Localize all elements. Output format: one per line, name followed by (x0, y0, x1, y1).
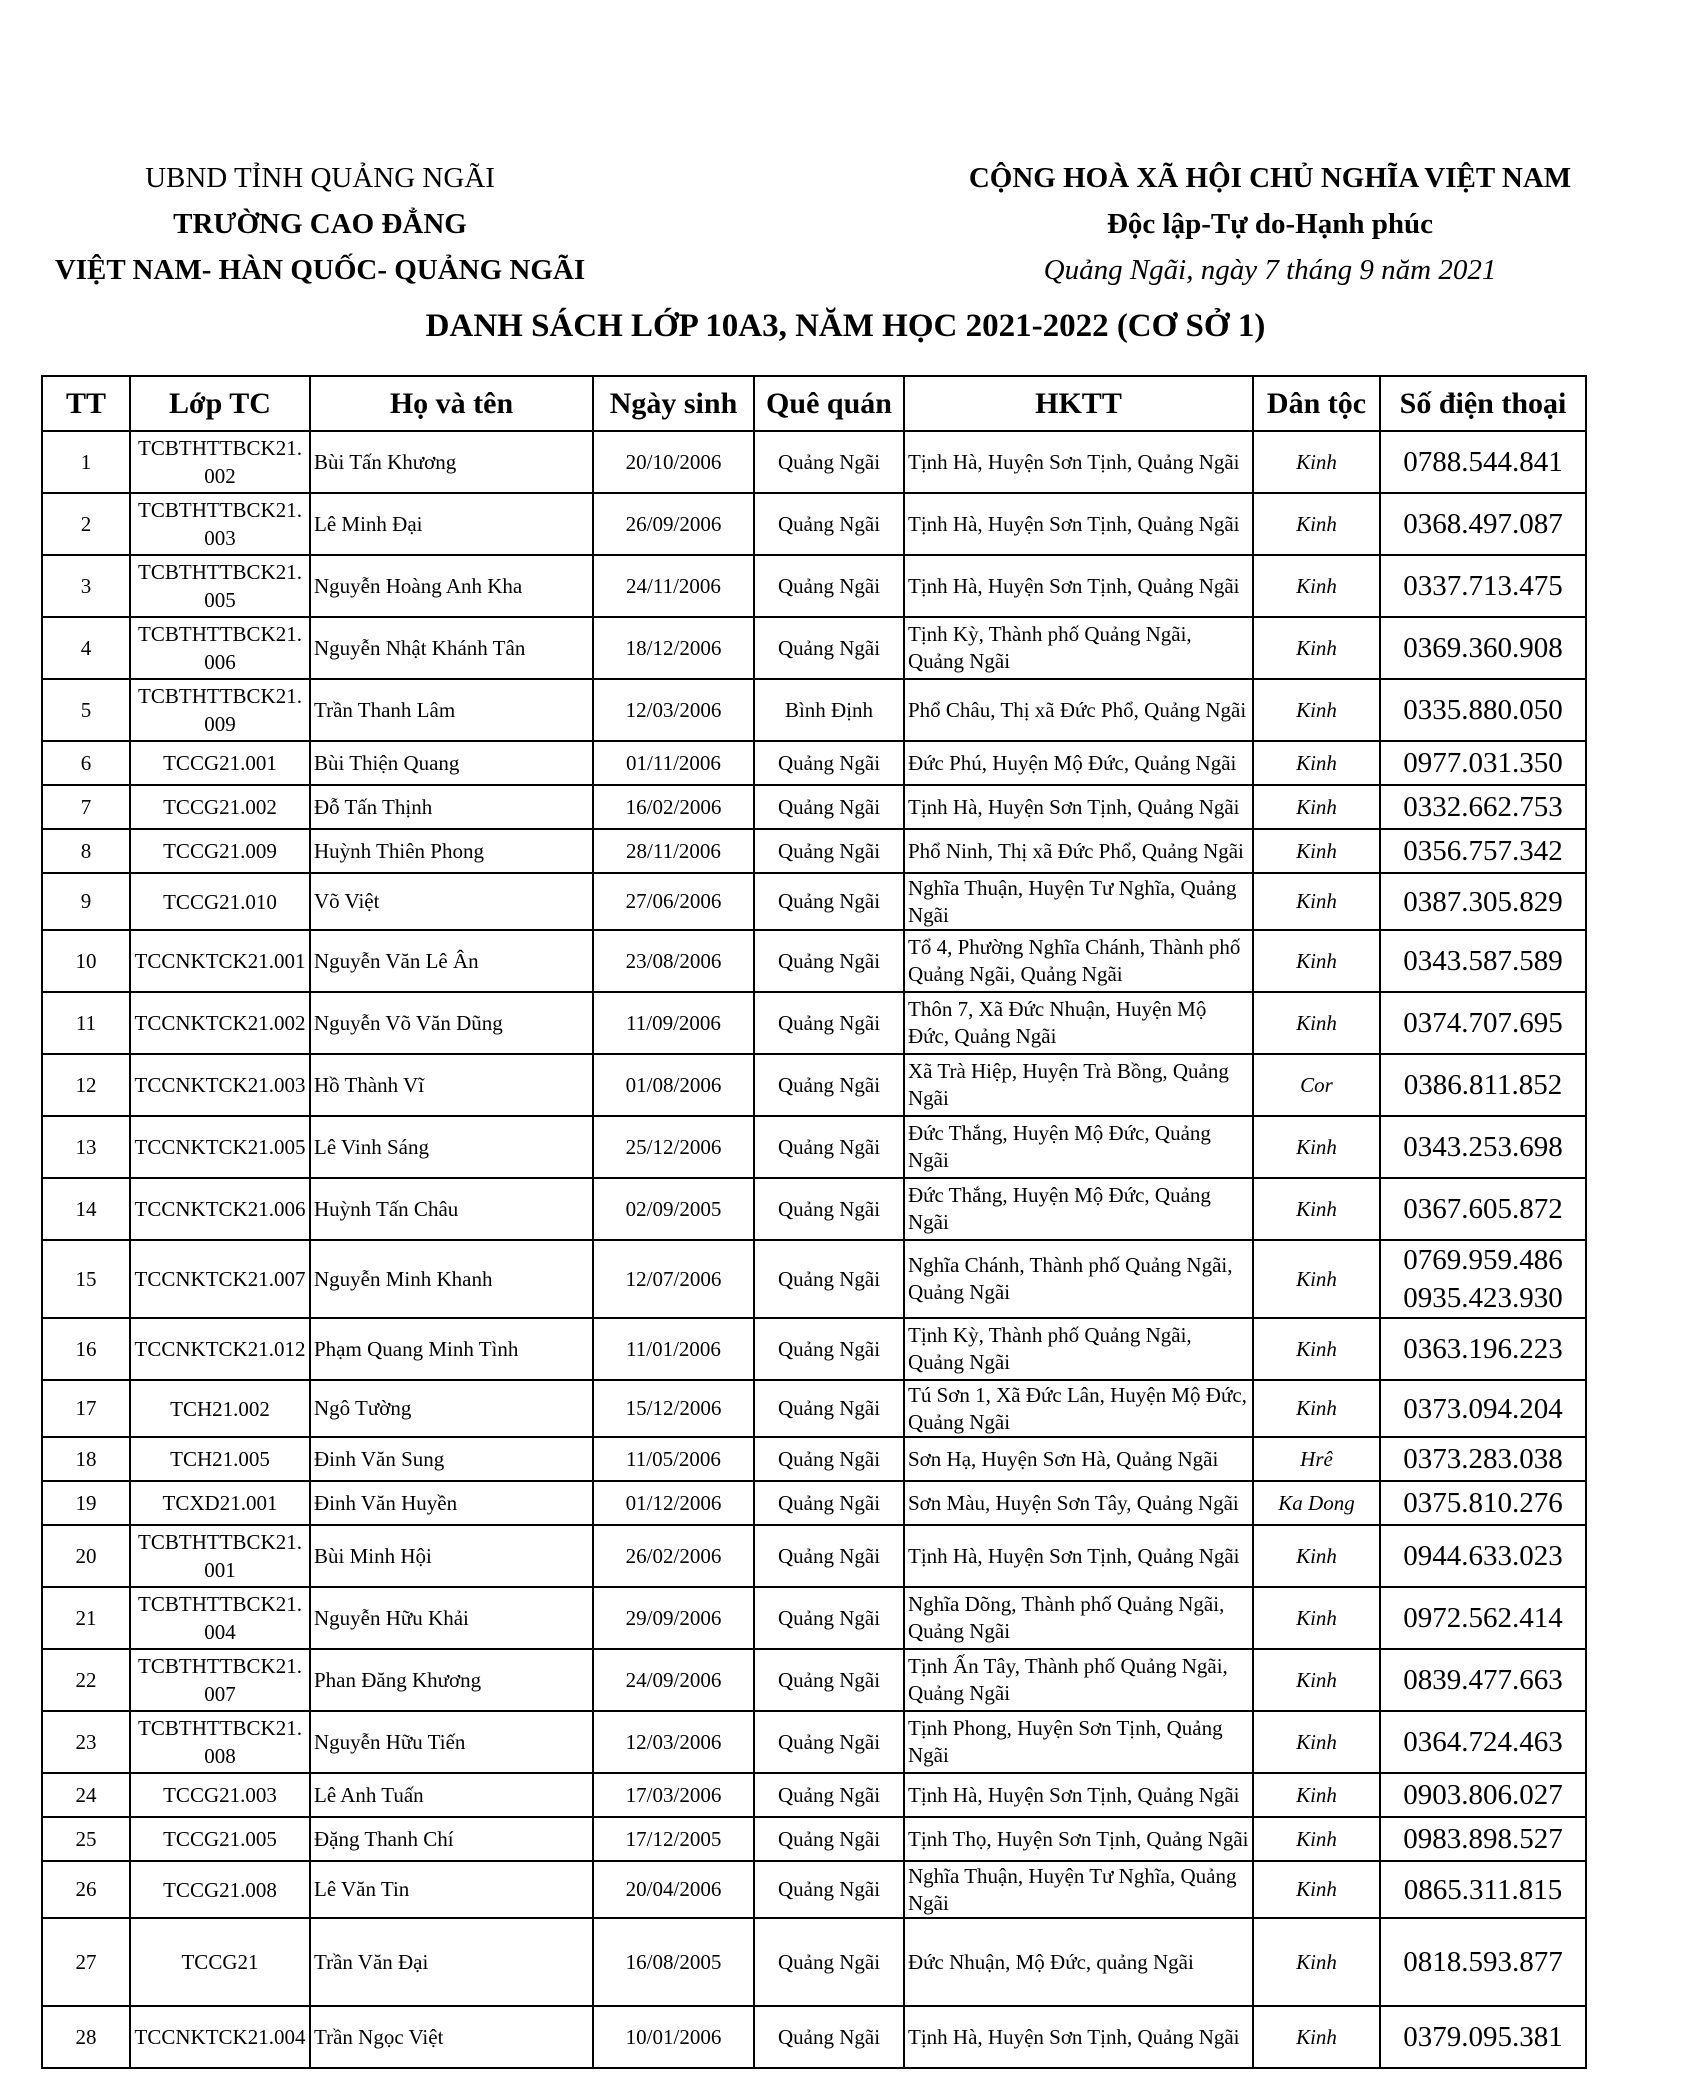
cell-ethnicity: Kinh (1253, 1587, 1380, 1649)
table-row (42, 679, 1586, 741)
cell-name: Phạm Quang Minh Tình (310, 1318, 593, 1380)
cell-name: Nguyễn Hữu Tiến (310, 1711, 593, 1773)
cell-name: Nguyễn Minh Khanh (310, 1240, 593, 1318)
cell-hometown: Quảng Ngãi (754, 1711, 904, 1773)
document-title: DANH SÁCH LỚP 10A3, NĂM HỌC 2021-2022 (CƠ SỞ 1) (425, 308, 1266, 344)
cell-phone: 0367.605.872 (1380, 1178, 1586, 1240)
cell-name: Bùi Thiện Quang (310, 741, 593, 785)
cell-dob: 27/06/2006 (593, 873, 754, 930)
cell-hometown: Quảng Ngãi (754, 992, 904, 1054)
cell-phone (1380, 1240, 1586, 1318)
cell-ethnicity: Kinh (1253, 679, 1380, 741)
cell-ethnicity: Kinh (1253, 1773, 1380, 1817)
cell-ethnicity: Kinh (1253, 1711, 1380, 1773)
table-row (42, 873, 1586, 930)
cell-hometown: Quảng Ngãi (754, 493, 904, 555)
cell-phone: 0903.806.027 (1380, 1773, 1586, 1817)
cell-name: Đinh Văn Sung (310, 1437, 593, 1481)
cell-ethnicity: Kinh (1253, 873, 1380, 930)
cell-residence: Xã Trà Hiệp, Huyện Trà Bồng, Quảng Ngãi (904, 1054, 1253, 1116)
cell-class: TCCG21.002 (130, 785, 310, 829)
cell-class: TCXD21.001 (130, 1481, 310, 1525)
cell-dob: 23/08/2006 (593, 930, 754, 992)
cell-class: TCCG21.008 (130, 1861, 310, 1918)
table-row (42, 741, 1586, 785)
cell-phone: 0363.196.223 (1380, 1318, 1586, 1380)
cell-residence: Đức Thắng, Huyện Mộ Đức, Quảng Ngãi (904, 1116, 1253, 1178)
cell-dob: 26/09/2006 (593, 493, 754, 555)
cell-name: Nguyễn Võ Văn Dũng (310, 992, 593, 1054)
cell-tt: 4 (42, 617, 130, 679)
header-class: Lớp TC (130, 376, 310, 431)
cell-tt: 19 (42, 1481, 130, 1525)
phone-primary: 0769.959.486 (1403, 1244, 1563, 1276)
cell-name: Nguyễn Hoàng Anh Kha (310, 555, 593, 617)
cell-class: TCBTHTTBCK21.003 (130, 493, 310, 555)
cell-class: TCBTHTTBCK21.004 (130, 1587, 310, 1649)
cell-tt: 14 (42, 1178, 130, 1240)
table-row (42, 1380, 1586, 1437)
cell-hometown: Quảng Ngãi (754, 785, 904, 829)
cell-tt: 2 (42, 493, 130, 555)
national-title: CỘNG HOÀ XÃ HỘI CHỦ NGHĨA VIỆT NAM (968, 162, 1572, 194)
cell-name: Đinh Văn Huyền (310, 1481, 593, 1525)
cell-tt: 16 (42, 1318, 130, 1380)
cell-dob: 18/12/2006 (593, 617, 754, 679)
cell-dob: 17/03/2006 (593, 1773, 754, 1817)
cell-dob: 28/11/2006 (593, 829, 754, 873)
cell-tt: 11 (42, 992, 130, 1054)
table-row (42, 930, 1586, 992)
cell-hometown: Quảng Ngãi (754, 431, 904, 493)
cell-dob: 11/05/2006 (593, 1437, 754, 1481)
table-row (42, 1318, 1586, 1380)
cell-class: TCCG21.001 (130, 741, 310, 785)
cell-hometown: Quảng Ngãi (754, 1054, 904, 1116)
document-date: Quảng Ngãi, ngày 7 tháng 9 năm 2021 (1043, 254, 1497, 286)
cell-class: TCCNKTCK21.003 (130, 1054, 310, 1116)
phone-secondary: 0935.423.930 (1403, 1282, 1563, 1314)
cell-residence: Nghĩa Dõng, Thành phố Quảng Ngãi, Quảng Ngãi (904, 1587, 1253, 1649)
cell-tt: 26 (42, 1861, 130, 1918)
table-row (42, 617, 1586, 679)
cell-ethnicity: Kinh (1253, 431, 1380, 493)
cell-residence: Tịnh Hà, Huyện Sơn Tịnh, Quảng Ngãi (904, 555, 1253, 617)
cell-tt: 7 (42, 785, 130, 829)
cell-tt: 8 (42, 829, 130, 873)
cell-residence: Tịnh Hà, Huyện Sơn Tịnh, Quảng Ngãi (904, 1525, 1253, 1587)
cell-dob: 01/12/2006 (593, 1481, 754, 1525)
national-motto: Độc lập-Tự do-Hạnh phúc (1106, 208, 1433, 240)
cell-residence: Thôn 7, Xã Đức Nhuận, Huyện Mộ Đức, Quảng Ngãi (904, 992, 1253, 1054)
cell-dob: 20/04/2006 (593, 1861, 754, 1918)
cell-phone: 0335.880.050 (1380, 679, 1586, 741)
cell-hometown: Quảng Ngãi (754, 617, 904, 679)
cell-class: TCCNKTCK21.005 (130, 1116, 310, 1178)
table-row (42, 1861, 1586, 1918)
cell-hometown: Bình Định (754, 679, 904, 741)
cell-class: TCCNKTCK21.001 (130, 930, 310, 992)
cell-dob: 01/08/2006 (593, 1054, 754, 1116)
cell-name: Trần Văn Đại (310, 1918, 593, 2006)
cell-hometown: Quảng Ngãi (754, 1525, 904, 1587)
header-ethnicity: Dân tộc (1253, 376, 1380, 431)
table-row (42, 555, 1586, 617)
cell-tt: 5 (42, 679, 130, 741)
header-right (880, 155, 1660, 293)
cell-dob: 01/11/2006 (593, 741, 754, 785)
header-dob: Ngày sinh (593, 376, 754, 431)
cell-hometown: Quảng Ngãi (754, 1587, 904, 1649)
cell-ethnicity: Kinh (1253, 1380, 1380, 1437)
cell-hometown: Quảng Ngãi (754, 2006, 904, 2068)
cell-phone: 0343.587.589 (1380, 930, 1586, 992)
header-residence: HKTT (904, 376, 1253, 431)
cell-residence: Tịnh Ấn Tây, Thành phố Quảng Ngãi, Quảng Ngãi (904, 1649, 1253, 1711)
cell-class: TCBTHTTBCK21.002 (130, 431, 310, 493)
cell-ethnicity: Kinh (1253, 829, 1380, 873)
cell-ethnicity: Kinh (1253, 785, 1380, 829)
cell-tt: 15 (42, 1240, 130, 1318)
cell-tt: 9 (42, 873, 130, 930)
header-phone: Số điện thoại (1380, 376, 1586, 431)
cell-residence: Sơn Màu, Huyện Sơn Tây, Quảng Ngãi (904, 1481, 1253, 1525)
cell-phone: 0373.283.038 (1380, 1437, 1586, 1481)
cell-residence: Tịnh Kỳ, Thành phố Quảng Ngãi, Quảng Ngãi (904, 1318, 1253, 1380)
cell-class: TCCG21.009 (130, 829, 310, 873)
cell-class: TCBTHTTBCK21.009 (130, 679, 310, 741)
table-row (42, 493, 1586, 555)
student-table (41, 375, 1587, 2069)
cell-name: Bùi Minh Hội (310, 1525, 593, 1587)
cell-ethnicity: Kinh (1253, 555, 1380, 617)
table-row (42, 1437, 1586, 1481)
cell-phone: 0356.757.342 (1380, 829, 1586, 873)
cell-residence: Tịnh Hà, Huyện Sơn Tịnh, Quảng Ngãi (904, 431, 1253, 493)
table-row (42, 1587, 1586, 1649)
table-row (42, 1240, 1586, 1318)
cell-class: TCCNKTCK21.012 (130, 1318, 310, 1380)
cell-name: Trần Thanh Lâm (310, 679, 593, 741)
cell-residence: Đức Thắng, Huyện Mộ Đức, Quảng Ngãi (904, 1178, 1253, 1240)
cell-hometown: Quảng Ngãi (754, 1649, 904, 1711)
cell-class: TCBTHTTBCK21.005 (130, 555, 310, 617)
table-row (42, 829, 1586, 873)
cell-hometown: Quảng Ngãi (754, 1178, 904, 1240)
cell-ethnicity: Kinh (1253, 1318, 1380, 1380)
cell-ethnicity: Ka Dong (1253, 1481, 1380, 1525)
cell-name: Huỳnh Tấn Châu (310, 1178, 593, 1240)
cell-residence: Tịnh Thọ, Huyện Sơn Tịnh, Quảng Ngãi (904, 1817, 1253, 1861)
cell-residence: Nghĩa Thuận, Huyện Tư Nghĩa, Quảng Ngãi (904, 1861, 1253, 1918)
cell-phone: 0369.360.908 (1380, 617, 1586, 679)
cell-name: Võ Việt (310, 873, 593, 930)
cell-name: Trần Ngọc Việt (310, 2006, 593, 2068)
cell-name: Hồ Thành Vĩ (310, 1054, 593, 1116)
cell-phone: 0983.898.527 (1380, 1817, 1586, 1861)
cell-hometown: Quảng Ngãi (754, 555, 904, 617)
cell-phone: 0337.713.475 (1380, 555, 1586, 617)
cell-tt: 22 (42, 1649, 130, 1711)
cell-name: Nguyễn Hữu Khải (310, 1587, 593, 1649)
header-name: Họ và tên (310, 376, 593, 431)
cell-tt: 23 (42, 1711, 130, 1773)
cell-residence: Sơn Hạ, Huyện Sơn Hà, Quảng Ngãi (904, 1437, 1253, 1481)
cell-residence: Nghĩa Thuận, Huyện Tư Nghĩa, Quảng Ngãi (904, 873, 1253, 930)
cell-class: TCBTHTTBCK21.006 (130, 617, 310, 679)
cell-name: Nguyễn Văn Lê Ân (310, 930, 593, 992)
cell-tt: 28 (42, 2006, 130, 2068)
cell-name: Đỗ Tấn Thịnh (310, 785, 593, 829)
table-row (42, 992, 1586, 1054)
cell-name: Đặng Thanh Chí (310, 1817, 593, 1861)
cell-phone: 0374.707.695 (1380, 992, 1586, 1054)
cell-class: TCBTHTTBCK21.001 (130, 1525, 310, 1587)
cell-hometown: Quảng Ngãi (754, 873, 904, 930)
cell-name: Lê Anh Tuấn (310, 1773, 593, 1817)
cell-dob: 24/11/2006 (593, 555, 754, 617)
cell-dob: 24/09/2006 (593, 1649, 754, 1711)
cell-dob: 10/01/2006 (593, 2006, 754, 2068)
cell-class: TCCG21 (130, 1918, 310, 2006)
cell-hometown: Quảng Ngãi (754, 1773, 904, 1817)
cell-ethnicity: Kinh (1253, 1240, 1380, 1318)
cell-dob: 15/12/2006 (593, 1380, 754, 1437)
cell-phone: 0865.311.815 (1380, 1861, 1586, 1918)
table-row (42, 2006, 1586, 2068)
cell-dob: 12/03/2006 (593, 679, 754, 741)
cell-dob: 12/03/2006 (593, 1711, 754, 1773)
cell-residence: Đức Nhuận, Mộ Đức, quảng Ngãi (904, 1918, 1253, 2006)
cell-ethnicity: Kinh (1253, 1861, 1380, 1918)
header-left (30, 155, 610, 293)
table-row (42, 1116, 1586, 1178)
cell-dob: 11/01/2006 (593, 1318, 754, 1380)
table-row (42, 785, 1586, 829)
cell-residence: Tổ 4, Phường Nghĩa Chánh, Thành phố Quảng Ngãi, Quảng Ngãi (904, 930, 1253, 992)
cell-phone: 0343.253.698 (1380, 1116, 1586, 1178)
cell-ethnicity: Kinh (1253, 930, 1380, 992)
cell-hometown: Quảng Ngãi (754, 829, 904, 873)
cell-hometown: Quảng Ngãi (754, 1116, 904, 1178)
cell-phone: 0332.662.753 (1380, 785, 1586, 829)
cell-name: Ngô Tường (310, 1380, 593, 1437)
cell-tt: 20 (42, 1525, 130, 1587)
cell-ethnicity: Kinh (1253, 617, 1380, 679)
header-hometown: Quê quán (754, 376, 904, 431)
table-row (42, 1178, 1586, 1240)
cell-residence: Tịnh Hà, Huyện Sơn Tịnh, Quảng Ngãi (904, 2006, 1253, 2068)
cell-tt: 18 (42, 1437, 130, 1481)
cell-residence: Tịnh Hà, Huyện Sơn Tịnh, Quảng Ngãi (904, 1773, 1253, 1817)
table-row (42, 1054, 1586, 1116)
table-row (42, 1711, 1586, 1773)
cell-dob: 16/02/2006 (593, 785, 754, 829)
province-committee: UBND TỈNH QUẢNG NGÃI (145, 162, 495, 194)
cell-class: TCCG21.003 (130, 1773, 310, 1817)
cell-phone: 0788.544.841 (1380, 431, 1586, 493)
cell-phone: 0373.094.204 (1380, 1380, 1586, 1437)
cell-class: TCCNKTCK21.002 (130, 992, 310, 1054)
cell-dob: 02/09/2005 (593, 1178, 754, 1240)
cell-dob: 11/09/2006 (593, 992, 754, 1054)
table-row (42, 1817, 1586, 1861)
cell-residence: Nghĩa Chánh, Thành phố Quảng Ngãi, Quảng Ngãi (904, 1240, 1253, 1318)
school-name-line1: TRƯỜNG CAO ĐẲNG (173, 208, 467, 240)
cell-ethnicity: Kinh (1253, 1918, 1380, 2006)
cell-ethnicity: Cor (1253, 1054, 1380, 1116)
cell-tt: 1 (42, 431, 130, 493)
cell-phone: 0839.477.663 (1380, 1649, 1586, 1711)
cell-name: Lê Minh Đại (310, 493, 593, 555)
table-row (42, 1649, 1586, 1711)
cell-class: TCBTHTTBCK21.007 (130, 1649, 310, 1711)
cell-residence: Tịnh Hà, Huyện Sơn Tịnh, Quảng Ngãi (904, 785, 1253, 829)
cell-ethnicity: Hrê (1253, 1437, 1380, 1481)
cell-ethnicity: Kinh (1253, 1178, 1380, 1240)
cell-dob: 12/07/2006 (593, 1240, 754, 1318)
cell-class: TCH21.002 (130, 1380, 310, 1437)
cell-hometown: Quảng Ngãi (754, 741, 904, 785)
table-row (42, 1525, 1586, 1587)
cell-name: Bùi Tấn Khương (310, 431, 593, 493)
cell-ethnicity: Kinh (1253, 741, 1380, 785)
cell-phone: 0368.497.087 (1380, 493, 1586, 555)
cell-class: TCBTHTTBCK21.008 (130, 1711, 310, 1773)
cell-dob: 20/10/2006 (593, 431, 754, 493)
cell-tt: 13 (42, 1116, 130, 1178)
cell-phone: 0818.593.877 (1380, 1918, 1586, 2006)
cell-tt: 21 (42, 1587, 130, 1649)
cell-tt: 27 (42, 1918, 130, 2006)
school-name-line2: VIỆT NAM- HÀN QUỐC- QUẢNG NGÃI (54, 254, 586, 286)
cell-dob: 29/09/2006 (593, 1587, 754, 1649)
table-row (42, 431, 1586, 493)
cell-residence: Tịnh Phong, Huyện Sơn Tịnh, Quảng Ngãi (904, 1711, 1253, 1773)
table-row (42, 1918, 1586, 2006)
cell-residence: Đức Phú, Huyện Mộ Đức, Quảng Ngãi (904, 741, 1253, 785)
cell-residence: Tịnh Hà, Huyện Sơn Tịnh, Quảng Ngãi (904, 493, 1253, 555)
cell-hometown: Quảng Ngãi (754, 1918, 904, 2006)
table-body (42, 431, 1586, 2068)
cell-residence: Phổ Châu, Thị xã Đức Phổ, Quảng Ngãi (904, 679, 1253, 741)
cell-hometown: Quảng Ngãi (754, 1437, 904, 1481)
cell-tt: 25 (42, 1817, 130, 1861)
cell-tt: 6 (42, 741, 130, 785)
cell-dob: 16/08/2005 (593, 1918, 754, 2006)
table-row (42, 1481, 1586, 1525)
cell-phone: 0375.810.276 (1380, 1481, 1586, 1525)
cell-residence: Tịnh Kỳ, Thành phố Quảng Ngãi, Quảng Ngãi (904, 617, 1253, 679)
cell-phone: 0379.095.381 (1380, 2006, 1586, 2068)
cell-tt: 3 (42, 555, 130, 617)
cell-class: TCCNKTCK21.006 (130, 1178, 310, 1240)
cell-hometown: Quảng Ngãi (754, 1481, 904, 1525)
cell-name: Lê Văn Tin (310, 1861, 593, 1918)
cell-class: TCCG21.005 (130, 1817, 310, 1861)
cell-name: Nguyễn Nhật Khánh Tân (310, 617, 593, 679)
cell-class: TCCNKTCK21.007 (130, 1240, 310, 1318)
cell-residence: Phổ Ninh, Thị xã Đức Phổ, Quảng Ngãi (904, 829, 1253, 873)
cell-name: Phan Đăng Khương (310, 1649, 593, 1711)
cell-ethnicity: Kinh (1253, 1525, 1380, 1587)
cell-phone: 0387.305.829 (1380, 873, 1586, 930)
cell-name: Huỳnh Thiên Phong (310, 829, 593, 873)
cell-tt: 24 (42, 1773, 130, 1817)
cell-phone: 0977.031.350 (1380, 741, 1586, 785)
cell-dob: 25/12/2006 (593, 1116, 754, 1178)
table-row (42, 1773, 1586, 1817)
cell-class: TCCG21.010 (130, 873, 310, 930)
cell-dob: 26/02/2006 (593, 1525, 754, 1587)
cell-tt: 10 (42, 930, 130, 992)
cell-ethnicity: Kinh (1253, 2006, 1380, 2068)
cell-ethnicity: Kinh (1253, 1116, 1380, 1178)
cell-phone: 0944.633.023 (1380, 1525, 1586, 1587)
cell-ethnicity: Kinh (1253, 493, 1380, 555)
cell-dob: 17/12/2005 (593, 1817, 754, 1861)
cell-tt: 17 (42, 1380, 130, 1437)
table-header-row (42, 376, 1586, 431)
cell-tt: 12 (42, 1054, 130, 1116)
cell-name: Lê Vinh Sáng (310, 1116, 593, 1178)
cell-hometown: Quảng Ngãi (754, 1817, 904, 1861)
cell-class: TCCNKTCK21.004 (130, 2006, 310, 2068)
cell-phone: 0972.562.414 (1380, 1587, 1586, 1649)
cell-hometown: Quảng Ngãi (754, 1240, 904, 1318)
cell-hometown: Quảng Ngãi (754, 1318, 904, 1380)
cell-phone: 0386.811.852 (1380, 1054, 1586, 1116)
cell-class: TCH21.005 (130, 1437, 310, 1481)
cell-phone: 0364.724.463 (1380, 1711, 1586, 1773)
cell-ethnicity: Kinh (1253, 1649, 1380, 1711)
cell-ethnicity: Kinh (1253, 992, 1380, 1054)
cell-hometown: Quảng Ngãi (754, 930, 904, 992)
cell-hometown: Quảng Ngãi (754, 1380, 904, 1437)
cell-residence: Tú Sơn 1, Xã Đức Lân, Huyện Mộ Đức, Quảng Ngãi (904, 1380, 1253, 1437)
cell-hometown: Quảng Ngãi (754, 1861, 904, 1918)
header-tt: TT (42, 376, 130, 431)
cell-ethnicity: Kinh (1253, 1817, 1380, 1861)
